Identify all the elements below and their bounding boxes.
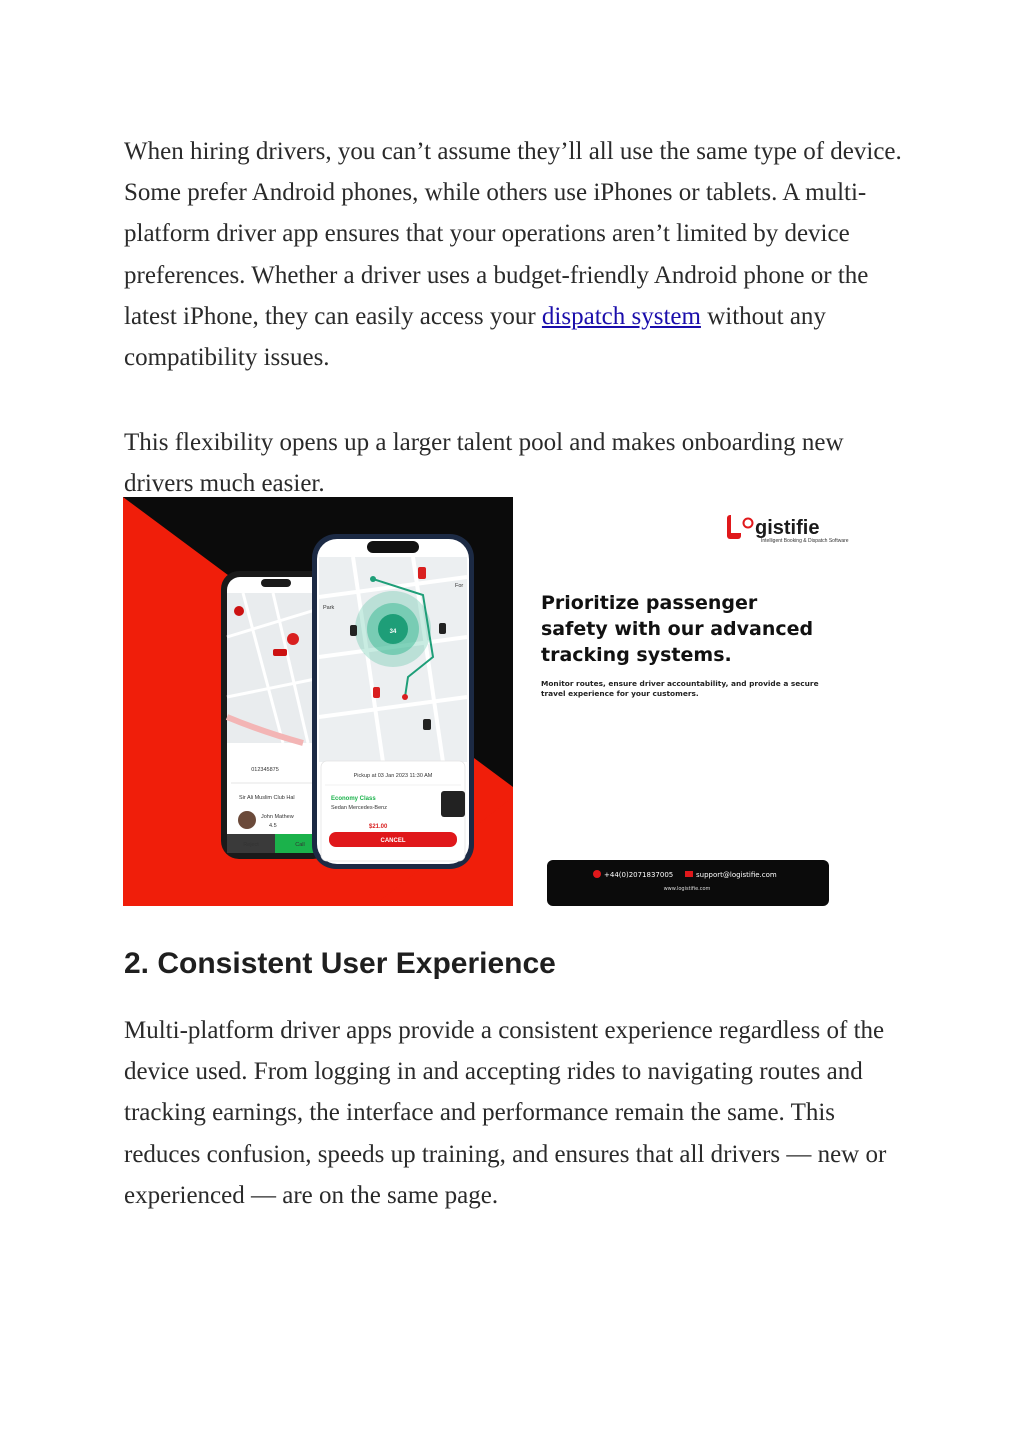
ride-class: Economy Class (331, 796, 376, 802)
banner-headline-1: Prioritize passenger (541, 592, 758, 614)
flexibility-paragraph: This flexibility opens up a larger talent pool and makes onboarding new drivers much easier. (124, 429, 844, 498)
intro-text-end: without any compatibility issues. (124, 302, 826, 372)
intro-text: When hiring drivers, you can’t assume they’ll all use the same type of device. Some prefer Android phones, while others use iPhones or tablets. A multi-platform driver app ensures that your operations aren’t limited by device preferences. Whether a driver uses a budget-friendly Android phone or the latest iPhone, they can easily access your (124, 138, 902, 330)
car-icon (273, 649, 287, 656)
logistifie-logo (727, 515, 849, 544)
banner-subtext-1: Monitor routes, ensure driver accountability, and provide a secure (541, 679, 819, 688)
call-label: Call (295, 842, 305, 848)
email-icon (685, 871, 693, 877)
banner-subtext-2: travel experience for your customers. (541, 689, 699, 698)
car-icon (423, 719, 431, 730)
driver-rating: 4.5 (269, 823, 277, 829)
reject-label: Reject (243, 842, 259, 848)
car-icon (350, 625, 357, 636)
contact-bar (547, 860, 829, 906)
contact-website: www.logistifie.com (663, 886, 711, 892)
banner-headline-2: safety with our advanced (541, 618, 814, 640)
car-icon (373, 687, 380, 698)
right-phone (312, 534, 474, 869)
pickup-place: Sir Ali Muslim Club Hal (239, 795, 295, 801)
tracking-badge: 34 (389, 629, 397, 635)
logo-text: gistifie (755, 517, 820, 539)
phone-icon (593, 870, 601, 878)
map-label-park: Park (323, 605, 335, 611)
car-icon (439, 623, 446, 634)
cancel-label: CANCEL (380, 838, 406, 844)
ride-price: $21.00 (369, 824, 388, 830)
car-model: Sedan Mercedes-Benz (331, 805, 387, 811)
logistifie-banner-image (123, 497, 849, 906)
intro-paragraph (124, 131, 904, 378)
contact-email: support@logistifie.com (696, 871, 777, 879)
driver-name: John Mathew (261, 814, 294, 820)
banner-headline-3: tracking systems. (541, 644, 732, 666)
location-pin-icon (287, 633, 299, 645)
user-icon (234, 606, 244, 616)
dispatch-system-link[interactable]: dispatch system (541, 302, 701, 330)
banner-graphic (123, 497, 849, 906)
trip-number: 012345875 (251, 767, 279, 773)
driver-avatar (238, 811, 256, 829)
contact-phone: +44(0)2071837005 (604, 871, 674, 879)
pickup-time: Pickup at 03 Jan 2023 11:30 AM (353, 773, 433, 779)
logo-tagline: Intelligent Booking & Dispatch Software (761, 538, 849, 544)
car-icon (418, 567, 426, 579)
consistency-paragraph: Multi-platform driver apps provide a consistent experience regardless of the device used. From logging in and accepting rides to navigating routes and tracking earnings, the interface and performance remain the same. This reduces confusion, speeds up training, and ensures that all drivers — new or experienced — are on the same page. (124, 1017, 887, 1209)
section-heading: 2. Consistent User Experience (124, 947, 556, 980)
map-label-for: For (455, 583, 464, 589)
sedan-car-icon (441, 791, 465, 817)
